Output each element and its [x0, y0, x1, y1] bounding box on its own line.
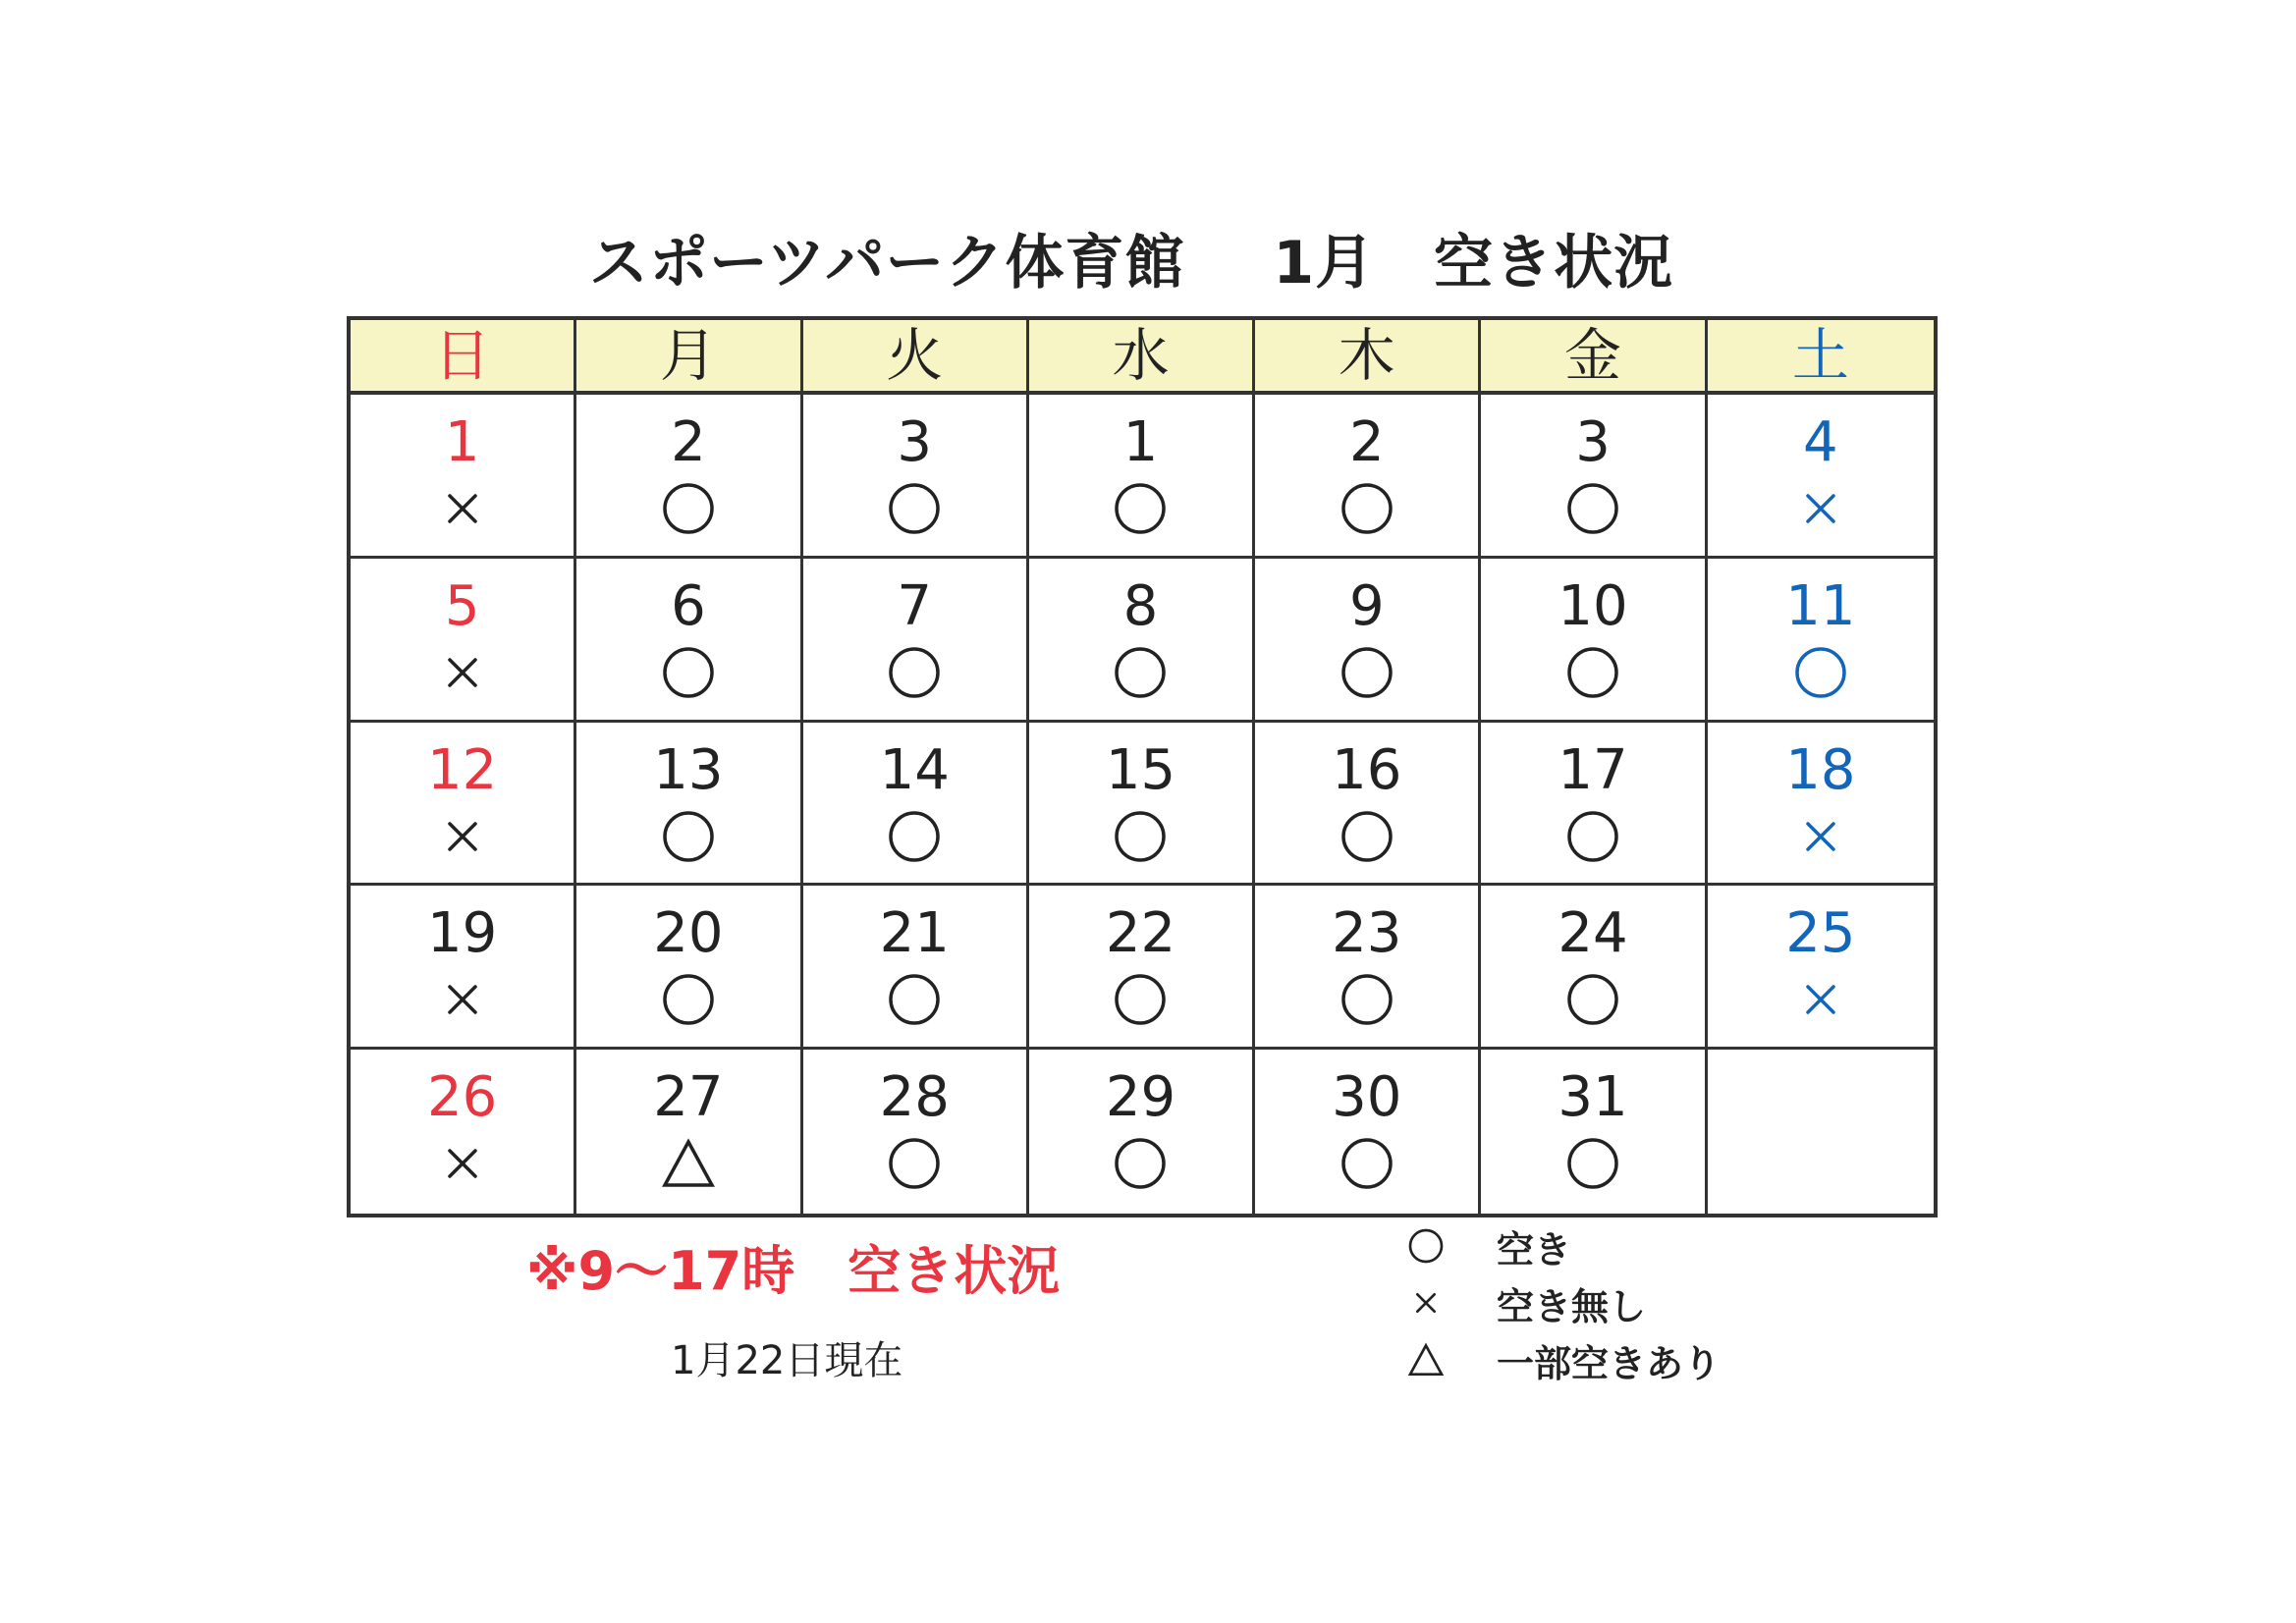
circle-icon [1563, 970, 1622, 1029]
day-cell [1481, 395, 1707, 559]
circle-icon [1111, 970, 1170, 1029]
page-title [589, 224, 1699, 302]
hours-note: ※9～17時 空き状況 [526, 1240, 1061, 1302]
day-cell [1481, 723, 1707, 887]
day-number: 22 [1105, 901, 1176, 966]
availability-mark [1338, 1134, 1396, 1193]
availability-mark [659, 479, 718, 538]
legend [1402, 1217, 1815, 1388]
day-cell [1029, 559, 1255, 723]
day-number: 3 [897, 410, 933, 474]
circle-icon [1338, 643, 1396, 702]
availability-mark [659, 970, 718, 1029]
cross-icon [433, 970, 492, 1029]
day-cell [1708, 395, 1934, 559]
circle-icon [1111, 479, 1170, 538]
availability-mark [433, 643, 492, 702]
day-cell [803, 1050, 1029, 1214]
availability-mark [1791, 807, 1850, 866]
title-status: 空き状況 [1434, 229, 1674, 298]
day-number: 4 [1803, 410, 1838, 474]
day-number: 1 [1122, 410, 1159, 474]
day-number: 27 [653, 1065, 724, 1130]
availability-mark [1111, 970, 1170, 1029]
day-cell [576, 395, 802, 559]
day-cell [576, 559, 802, 723]
day-number: 8 [1122, 573, 1159, 638]
day-number: 6 [671, 573, 706, 638]
day-number: 25 [1785, 901, 1856, 966]
availability-mark [433, 807, 492, 866]
day-number: 10 [1558, 573, 1628, 638]
day-number: 29 [1105, 1065, 1176, 1130]
day-number: 9 [1348, 573, 1385, 638]
availability-mark [1338, 970, 1396, 1029]
day-cell [1029, 886, 1255, 1050]
availability-mark [885, 1134, 944, 1193]
cross-icon [433, 1134, 492, 1193]
day-number: 2 [671, 410, 706, 474]
day-cell [1255, 1050, 1481, 1214]
circle-icon [1406, 1226, 1446, 1266]
legend-label: 空き無し [1497, 1284, 1647, 1328]
day-cell [1708, 559, 1934, 723]
circle-icon [1111, 643, 1170, 702]
day-number: 5 [444, 573, 480, 638]
availability-mark [1563, 1134, 1622, 1193]
legend-label: 一部空きあり [1497, 1341, 1722, 1385]
circle-icon [885, 807, 944, 866]
circle-icon [659, 479, 718, 538]
day-number: 7 [897, 573, 933, 638]
weekday-header: 水 [1029, 320, 1255, 395]
day-cell [1481, 886, 1707, 1050]
circle-icon [659, 970, 718, 1029]
day-cell [803, 395, 1029, 559]
weekday-header: 月 [576, 320, 802, 395]
triangle-icon [659, 1134, 718, 1193]
circle-icon [885, 479, 944, 538]
availability-mark [885, 479, 944, 538]
availability-mark [1111, 807, 1170, 866]
day-number: 30 [1332, 1065, 1402, 1130]
circle-icon [659, 807, 718, 866]
availability-mark [659, 1134, 718, 1193]
availability-mark [1111, 1134, 1170, 1193]
cross-icon [433, 479, 492, 538]
availability-mark [433, 970, 492, 1029]
day-cell [1481, 559, 1707, 723]
day-number: 2 [1348, 410, 1385, 474]
circle-icon [885, 1134, 944, 1193]
day-cell [1255, 886, 1481, 1050]
circle-icon [1563, 807, 1622, 866]
cross-icon [433, 807, 492, 866]
day-cell [1029, 1050, 1255, 1214]
circle-icon [1338, 807, 1396, 866]
title-month: 1月 [1273, 229, 1376, 298]
circle-icon [885, 643, 944, 702]
availability-mark [885, 643, 944, 702]
availability-mark [1563, 479, 1622, 538]
day-cell [576, 886, 802, 1050]
availability-mark [1791, 643, 1850, 702]
day-cell [576, 1050, 802, 1214]
legend-symbol [1402, 1279, 1449, 1326]
day-number: 24 [1558, 901, 1628, 966]
weekday-header: 金 [1481, 320, 1707, 395]
day-number: 3 [1575, 410, 1611, 474]
day-cell [1255, 559, 1481, 723]
legend-item [1402, 1331, 1815, 1388]
day-cell [351, 723, 576, 887]
day-cell [1708, 723, 1934, 887]
weekday-header: 火 [803, 320, 1029, 395]
availability-mark [433, 1134, 492, 1193]
day-cell [351, 886, 576, 1050]
day-cell [351, 1050, 576, 1214]
cross-icon [1791, 807, 1850, 866]
availability-mark [659, 643, 718, 702]
day-number: 11 [1785, 573, 1856, 638]
day-number: 31 [1558, 1065, 1628, 1130]
circle-icon [1111, 1134, 1170, 1193]
circle-icon [1338, 1134, 1396, 1193]
availability-mark [659, 807, 718, 866]
day-number: 16 [1332, 737, 1402, 802]
day-cell [351, 559, 576, 723]
day-cell [1029, 723, 1255, 887]
day-cell [351, 395, 576, 559]
day-number: 21 [879, 901, 950, 966]
availability-mark [1338, 807, 1396, 866]
cross-icon [1791, 970, 1850, 1029]
day-cell [576, 723, 802, 887]
availability-calendar [347, 316, 1938, 1217]
day-cell [803, 559, 1029, 723]
cross-icon [1791, 479, 1850, 538]
legend-item [1402, 1217, 1815, 1274]
day-number: 14 [879, 737, 950, 802]
circle-icon [885, 970, 944, 1029]
circle-icon [1563, 643, 1622, 702]
day-number: 1 [444, 410, 480, 474]
day-number: 13 [653, 737, 724, 802]
title-facility: スポーツパーク体育館 [589, 229, 1185, 298]
day-number: 12 [427, 737, 498, 802]
availability-mark [1563, 643, 1622, 702]
day-number: 18 [1785, 737, 1856, 802]
day-cell [1708, 886, 1934, 1050]
weekday-header: 日 [351, 320, 576, 395]
weekday-header: 木 [1255, 320, 1481, 395]
day-number: 20 [653, 901, 724, 966]
day-cell [803, 886, 1029, 1050]
legend-symbol [1402, 1336, 1449, 1383]
day-number: 17 [1558, 737, 1628, 802]
availability-mark [885, 970, 944, 1029]
circle-icon [1563, 479, 1622, 538]
circle-icon [659, 643, 718, 702]
day-cell [1255, 723, 1481, 887]
availability-mark [1338, 643, 1396, 702]
circle-icon [1338, 479, 1396, 538]
availability-mark [433, 479, 492, 538]
availability-mark [1791, 479, 1850, 538]
availability-mark [1791, 970, 1850, 1029]
day-number: 26 [427, 1065, 498, 1130]
legend-label: 空き [1497, 1227, 1572, 1271]
day-cell [1029, 395, 1255, 559]
day-cell [1255, 395, 1481, 559]
triangle-icon [1406, 1340, 1446, 1380]
circle-icon [1563, 1134, 1622, 1193]
day-number: 15 [1105, 737, 1176, 802]
day-number: 28 [879, 1065, 950, 1130]
availability-mark [1563, 807, 1622, 866]
cross-icon [1406, 1283, 1446, 1323]
weekday-header: 土 [1708, 320, 1934, 395]
availability-mark [1338, 479, 1396, 538]
availability-mark [1563, 970, 1622, 1029]
availability-mark [1111, 643, 1170, 702]
circle-icon [1791, 643, 1850, 702]
circle-icon [1338, 970, 1396, 1029]
day-cell [1481, 1050, 1707, 1214]
cross-icon [433, 643, 492, 702]
legend-item [1402, 1274, 1815, 1331]
legend-symbol [1402, 1222, 1449, 1270]
day-number: 19 [427, 901, 498, 966]
as-of-date: 1月22日現在 [671, 1338, 903, 1383]
day-cell [803, 723, 1029, 887]
day-number: 23 [1332, 901, 1402, 966]
day-cell [1708, 1050, 1934, 1214]
circle-icon [1111, 807, 1170, 866]
availability-mark [885, 807, 944, 866]
availability-mark [1111, 479, 1170, 538]
